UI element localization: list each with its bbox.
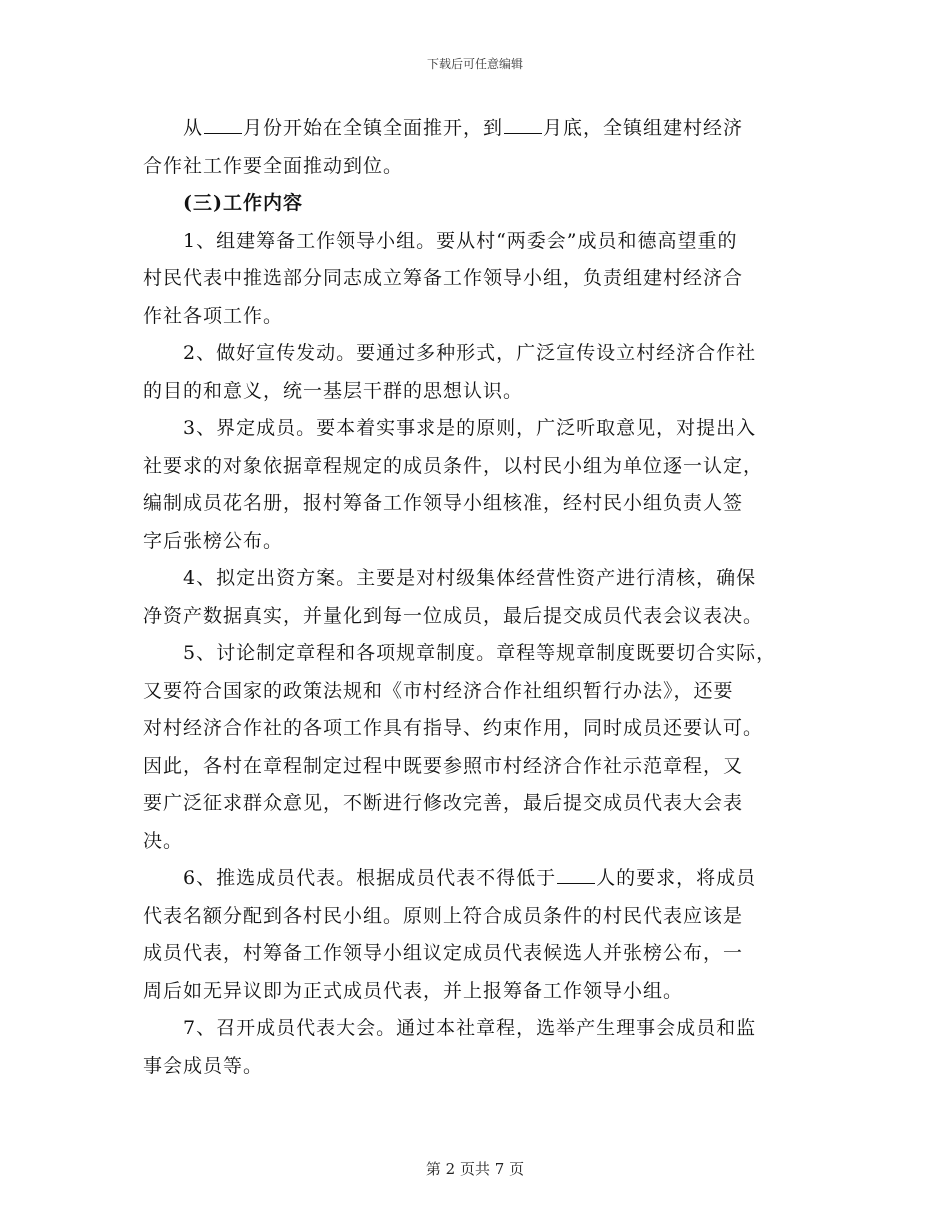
section-heading [143,185,823,223]
text-line: 因此，各村在章程制定过程中既要参照市村经济合作社示范章程，又 [143,754,744,777]
text-line: 代表名额分配到各村民小组。原则上符合成员条件的村民代表应该是 [143,904,744,927]
text-line: 4、拟定出资方案。主要是对村级集体经营性资产进行清核，确保 [183,567,757,589]
text-line: 字后张榜公布。 [143,529,284,552]
paragraph-item-2 [143,335,823,410]
text-line: 净资产数据真实，并量化到每一位成员，最后提交成员代表会议表决。 [143,604,764,627]
text-line: 社要求的对象依据章程规定的成员条件，以村民小组为单位逐一认定， [143,454,764,477]
blank-field [204,115,242,134]
text-line: 7、召开成员代表大会。通过本社章程，选举产生理事会成员和监 [183,1017,757,1039]
text-line: 要广泛征求群众意见，不断进行修改完善，最后提交成员代表大会表 [143,792,744,814]
text-line: 2、做好宣传发动。要通过多种形式，广泛宣传设立村经济合作社 [183,342,757,364]
paragraph-item-4 [143,560,823,635]
text-line: 对村经济合作社的各项工作具有指导、约束作用，同时成员还要认可。 [143,717,764,739]
paragraph-item-1 [143,223,823,336]
paragraph-schedule [143,110,823,185]
blank-field [504,115,542,134]
text-line: 5、讨论制定章程和各项规章制度。章程等规章制度既要切合实际， [183,642,777,664]
blank-field [557,865,595,884]
page-header: 下载后可任意编辑 [426,57,523,71]
paragraph-item-3 [143,410,823,560]
text-line: 合作社工作要全面推动到位。 [143,154,404,177]
text-line: 周后如无异议即为正式成员代表，并上报筹备工作领导小组。 [143,979,684,1002]
text-line: 6、推选成员代表。根据成员代表不得低于 人的要求，将成员 [183,867,757,889]
document-body [143,110,823,1085]
page-number: 第 2 页共 7 页 [425,1160,525,1178]
text-line: 编制成员花名册，报村筹备工作领导小组核准，经村民小组负责人签 [143,492,744,514]
text-line: 1、组建筹备工作领导小组。要从村“两委会”成员和德高望重的 [183,229,738,252]
paragraph-item-6 [143,860,823,1010]
text-line: 作社各项工作。 [143,304,284,327]
text-line: 又要符合国家的政策法规和《市村经济合作社组织暂行办法》，还要 [143,679,734,702]
text-line: 3、界定成员。要本着实事求是的原则，广泛听取意见，对提出入 [183,417,757,439]
text-line: 事会成员等。 [143,1054,264,1077]
text-line: 从 月份开始在全镇全面推开，到 月底，全镇组建村经济 [183,117,744,139]
text-line: (三)工作内容 [183,192,303,214]
text-line: 成员代表，村筹备工作领导小组议定成员代表候选人并张榜公布，一 [143,942,744,964]
text-line: 决。 [143,829,184,852]
text-line: 村民代表中推选部分同志成立筹备工作领导小组，负责组建村经济合 [143,267,744,289]
text-line: 的目的和意义，统一基层干群的思想认识。 [143,379,524,402]
paragraph-item-5 [143,635,823,860]
paragraph-item-7 [143,1010,823,1085]
